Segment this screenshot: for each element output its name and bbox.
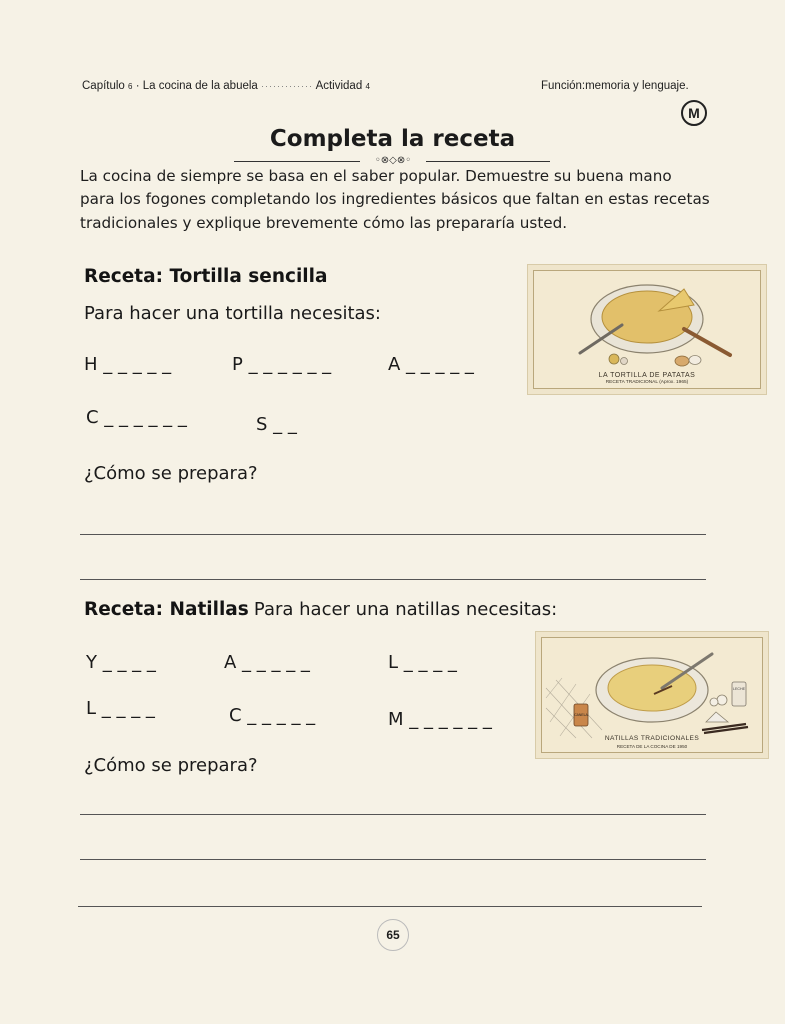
recipe1-answer-line-1[interactable] <box>80 534 706 535</box>
recipe1-heading: Receta: Tortilla sencilla <box>84 266 328 287</box>
tortilla-drawing <box>534 271 760 388</box>
recipe2-heading: Receta: Natillas <box>84 599 249 620</box>
natillas-caption-subtitle: RECETA DE LA COCINA DE 1950 <box>616 744 688 749</box>
recipe1-blank-4[interactable]: C _ _ _ _ _ _ <box>86 407 187 428</box>
recipe1-answer-line-2[interactable] <box>80 579 706 580</box>
tortilla-caption-subtitle: RECETA TRADICIONAL (Aprox. 1965) <box>605 380 689 385</box>
recipe2-question: ¿Cómo se prepara? <box>84 755 258 776</box>
recipe2-blank-3[interactable]: L _ _ _ _ <box>388 652 457 673</box>
activity-number: 4 <box>365 82 370 91</box>
recipe1-question: ¿Cómo se prepara? <box>84 463 258 484</box>
recipe2-answer-line-1[interactable] <box>80 814 706 815</box>
intro-paragraph: La cocina de siempre se basa en el saber popular. Demuestre su buena mano para los fogones completando los ingredientes básicos que faltan en estas recetas tradicionales y explique brevemente cómo las prepararía usted. <box>80 167 710 232</box>
recipe2-answer-line-2[interactable] <box>80 859 706 860</box>
header-dots: ············· <box>261 81 313 91</box>
chapter-header <box>82 80 370 92</box>
recipe1-blank-3[interactable]: A _ _ _ _ _ <box>388 354 474 375</box>
tortilla-caption-title: LA TORTILLA DE PATATAS <box>598 372 696 379</box>
function-label: Función:memoria y lenguaje. <box>541 80 689 92</box>
recipe1-prompt: Para hacer una tortilla necesitas: <box>84 303 381 324</box>
milk-jar-label: LECHE <box>733 687 745 691</box>
recipe2-blank-6[interactable]: M _ _ _ _ _ _ <box>388 709 492 730</box>
recipe2-blank-2[interactable]: A _ _ _ _ _ <box>224 652 310 673</box>
chapter-title: · La cocina de la abuela <box>135 80 258 92</box>
page-number: 65 <box>377 919 409 951</box>
recipe1-blank-5[interactable]: S _ _ <box>256 414 297 435</box>
recipe2-title-row <box>84 599 557 620</box>
page-title: Completa la receta <box>269 126 516 152</box>
footer-rule <box>78 906 702 907</box>
recipe2-blank-1[interactable]: Y _ _ _ _ <box>86 652 156 673</box>
chapter-label: Capítulo <box>82 80 125 92</box>
title-ornament: ◦⊗◇⊗◦ <box>360 155 426 167</box>
chapter-number: 6 <box>128 82 133 91</box>
tortilla-illustration <box>527 264 767 395</box>
recipe2-prompt: Para hacer una natillas necesitas: <box>253 599 558 620</box>
recipe2-blank-5[interactable]: C _ _ _ _ _ <box>229 705 316 726</box>
activity-label: Actividad <box>315 80 363 92</box>
cinnamon-jar-label: CANELA <box>574 713 588 717</box>
natillas-illustration <box>535 631 769 759</box>
recipe2-blank-4[interactable]: L _ _ _ _ <box>86 698 155 719</box>
recipe1-blank-2[interactable]: P _ _ _ _ _ _ <box>232 354 332 375</box>
function-badge: M <box>681 100 707 126</box>
recipe1-blank-1[interactable]: H _ _ _ _ _ <box>84 354 172 375</box>
natillas-caption-title: NATILLAS TRADICIONALES <box>604 735 700 742</box>
